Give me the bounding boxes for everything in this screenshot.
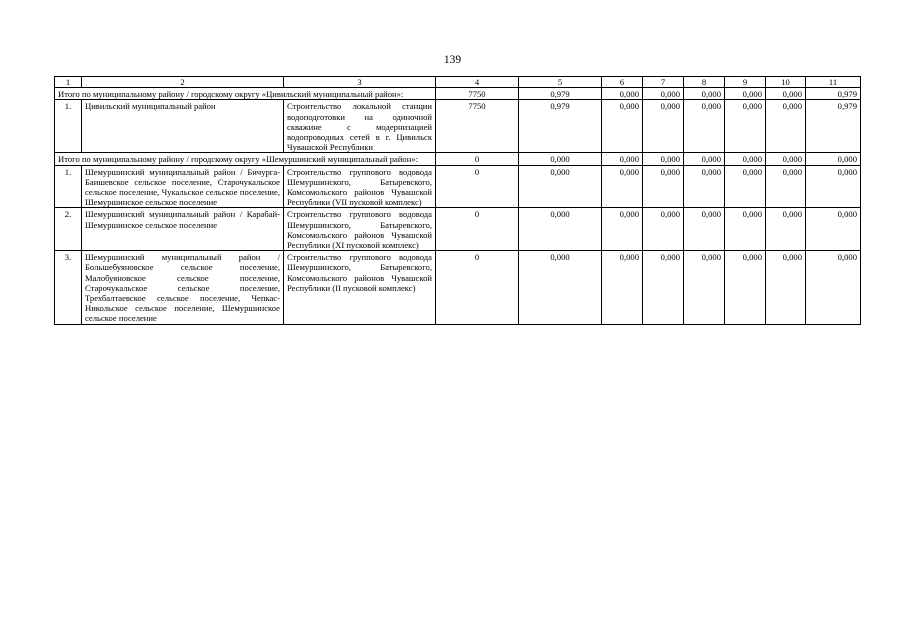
value-cell: 0,000 [766,165,806,208]
value-cell: 0,000 [806,251,861,324]
value-cell: 0,000 [725,251,766,324]
table-row [55,251,861,324]
total-row [55,153,861,165]
column-header: 3 [284,77,436,88]
value-cell: 0,000 [684,88,725,100]
value-cell: 0,000 [602,153,643,165]
value-cell: 0,000 [725,153,766,165]
column-header: 8 [684,77,725,88]
value-cell: 0,000 [602,165,643,208]
column-header: 9 [725,77,766,88]
value-cell: 0,000 [519,165,602,208]
value-cell: 0,000 [602,88,643,100]
row-number: 1. [55,100,82,153]
value-cell: 0,000 [643,208,684,251]
column-header: 2 [82,77,284,88]
value-cell: 0,000 [684,251,725,324]
value-cell: 7750 [436,88,519,100]
value-cell: 0,000 [806,153,861,165]
column-header: 11 [806,77,861,88]
column-header: 1 [55,77,82,88]
value-cell: 0,000 [766,251,806,324]
value-cell: 0,000 [684,165,725,208]
value-cell: 0,000 [684,100,725,153]
row-number: 2. [55,208,82,251]
value-cell: 0,979 [519,100,602,153]
column-header: 5 [519,77,602,88]
municipality-cell: Шемуршинский муниципальный район / Большебуяновское сельское поселение, Малобуяновское сельское поселение, Старочукальское сельское поселение, Трехбалтаевское сельское поселение, Чепкас-Никольское сельское поселение, Шемуршинское сельское поселение [82,251,284,324]
project-cell: Строительство группового водовода Шемуршинского, Батыревского, Комсомольского районов Чувашской Республики (XI пусковой комплекс) [284,208,436,251]
value-cell: 0 [436,251,519,324]
value-cell: 0,000 [766,100,806,153]
value-cell: 0,000 [643,153,684,165]
value-cell: 0,000 [766,208,806,251]
value-cell: 0,000 [684,153,725,165]
municipality-cell: Шемуршинский муниципальный район / Бичурга-Баишевское сельское поселение, Старочукальское сельское поселение, Чукальское сельское поселение, Шемуршинское сельское поселение [82,165,284,208]
data-table [54,76,861,325]
value-cell: 0,000 [766,153,806,165]
value-cell: 0,979 [806,100,861,153]
value-cell: 0,979 [806,88,861,100]
total-label: Итого по муниципальному району / городскому округу «Шемуршинский муниципальный район»: [55,153,436,165]
project-cell: Строительство группового водовода Шемуршинского, Батыревского, Комсомольского районов Чувашской Республики (VII пусковой комплекс) [284,165,436,208]
value-cell: 7750 [436,100,519,153]
value-cell: 0,000 [643,165,684,208]
table-row [55,165,861,208]
value-cell: 0,979 [519,88,602,100]
project-cell: Строительство группового водовода Шемуршинского, Батыревского, Комсомольского районов Чувашской Республики (II пусковой комплекс) [284,251,436,324]
value-cell: 0 [436,208,519,251]
value-cell: 0,000 [602,208,643,251]
value-cell: 0,000 [806,165,861,208]
page-number: 139 [443,54,462,66]
total-label: Итого по муниципальному району / городскому округу «Цивильский муниципальный район»: [55,88,436,100]
value-cell: 0 [436,153,519,165]
column-header: 4 [436,77,519,88]
row-number: 1. [55,165,82,208]
value-cell: 0,000 [725,88,766,100]
value-cell: 0,000 [519,153,602,165]
value-cell: 0 [436,165,519,208]
value-cell: 0,000 [519,251,602,324]
column-header: 7 [643,77,684,88]
value-cell: 0,000 [766,88,806,100]
value-cell: 0,000 [725,165,766,208]
value-cell: 0,000 [643,100,684,153]
table-row [55,208,861,251]
project-cell: Строительство локальной станции водоподготовки на одиночной скважине с модернизацией водопроводных сетей в г. Цивильск Чувашской Республики [284,100,436,153]
total-row [55,88,861,100]
column-header: 6 [602,77,643,88]
value-cell: 0,000 [643,251,684,324]
value-cell: 0,000 [725,208,766,251]
value-cell: 0,000 [806,208,861,251]
row-number: 3. [55,251,82,324]
value-cell: 0,000 [684,208,725,251]
column-number-header-row [55,77,861,88]
value-cell: 0,000 [519,208,602,251]
value-cell: 0,000 [602,100,643,153]
table-row [55,100,861,153]
column-header: 10 [766,77,806,88]
value-cell: 0,000 [725,100,766,153]
municipality-cell: Шемуршинский муниципальный район / Карабай-Шемуршинское сельское поселение [82,208,284,251]
municipality-cell: Цивильский муниципальный район [82,100,284,153]
value-cell: 0,000 [602,251,643,324]
value-cell: 0,000 [643,88,684,100]
